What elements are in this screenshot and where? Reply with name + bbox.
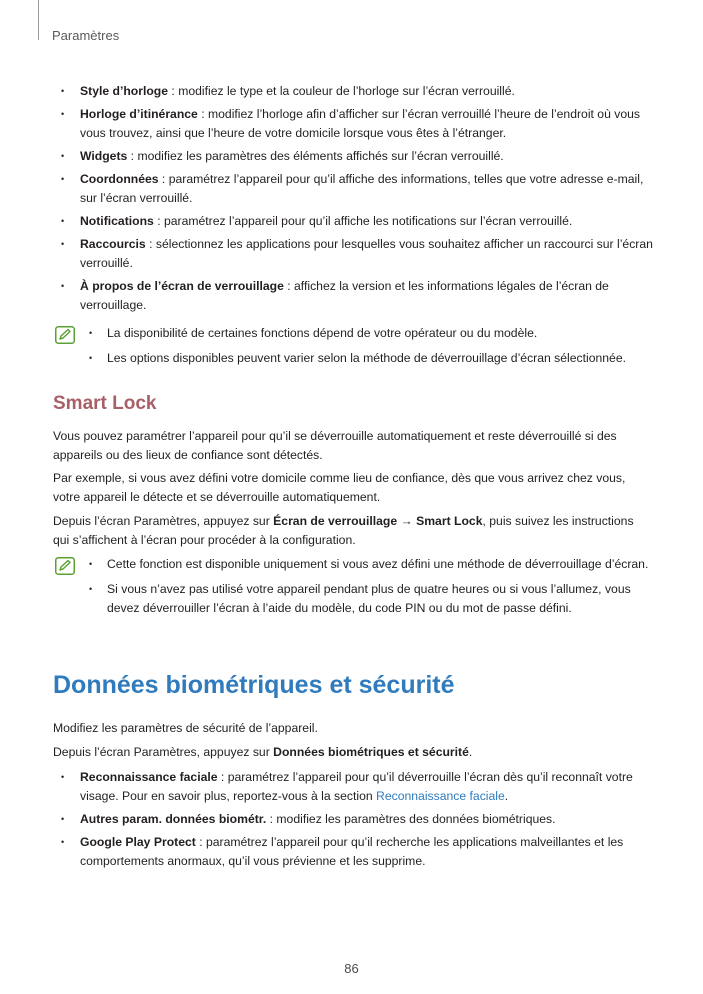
list-item [53,82,653,101]
running-header: Paramètres [52,28,120,43]
lock-settings-list [53,82,653,319]
smart-lock-paragraph-1: Vous pouvez paramétrer l’appareil pour qu’il se déverrouille automatiquement et reste déverrouillé si des appareils ou des lieux de confiance sont détectés. [53,429,617,462]
list-item [53,212,653,231]
p3-path-2: Smart Lock [416,514,483,528]
item-text: : sélectionnez les applications pour lesquelles vous souhaitez afficher un raccourci sur l’écran verrouillé. [80,237,653,270]
item-label: Raccourcis [80,237,146,251]
item-label: Horloge d’itinérance [80,107,198,121]
item-text: : affichez la version et les informations légales de l’écran de verrouillage. [80,279,609,312]
list-item [53,768,653,806]
item-label: Autres param. données biométr. [80,812,267,826]
face-recognition-link[interactable]: Reconnaissance faciale [376,789,505,803]
item-label: Notifications [80,214,154,228]
list-item [53,235,653,273]
p3-prefix: Depuis l’écran Paramètres, appuyez sur [53,514,274,528]
list-item [53,105,653,143]
note-pencil-icon [55,557,75,575]
page-number: 86 [344,961,359,976]
list-item [53,170,653,208]
note-box-1 [53,324,653,374]
biometrics-list [53,768,653,875]
item-text: : paramétrez l’appareil pour qu’il affiche les notifications sur l’écran verrouillé. [153,214,573,228]
item-label: Reconnaissance faciale [80,770,218,784]
item-label: Widgets [80,149,128,163]
smart-lock-paragraph-3 [53,512,653,550]
item-text: : paramétrez l’appareil pour qu’il affiche des informations, telles que votre adresse e-mail, sur l’écran verrouillé. [80,172,644,205]
smart-lock-paragraph-2: Par exemple, si vous avez défini votre domicile comme lieu de confiance, dès que vous arrivez chez vous, votre appareil le détecte et se déverrouille automatiquement. [53,471,626,504]
note-item: • La disponibilité de certaines fonctions dépend de votre opérateur ou du modèle. [107,324,653,343]
p2-prefix: Depuis l’écran Paramètres, appuyez sur [53,745,274,759]
item-text: : modifiez l’horloge afin d’afficher sur l’écran verrouillé l’heure de l’endroit où vous vous trouvez, ainsi que l’heure de votre domicile lorsque vous êtes à l’étranger. [80,107,640,140]
item-label: Google Play Protect [80,835,196,849]
section-heading-smart-lock: Smart Lock [53,393,157,414]
header-rule [38,0,39,40]
list-item [53,833,653,871]
item-text: : modifiez les paramètres des données biométriques. [266,812,556,826]
note-pencil-icon [55,326,75,344]
note-box-2 [53,555,653,624]
list-item [53,277,653,315]
note-item: • Les options disponibles peuvent varier selon la méthode de déverrouillage d’écran sélectionnée. [107,349,653,368]
item-text: : paramétrez l’appareil pour qu’il déverrouille l’écran dès qu’il reconnaît votre visage. Pour en savoir plus, reportez-vous à la section [80,770,633,803]
p3-arrow: → [397,514,417,528]
p3-path-1: Écran de verrouillage [273,514,398,528]
note-item: • Si vous n’avez pas utilisé votre appareil pendant plus de quatre heures ou si vous l’allumez, vous devez déverrouiller l’écran à l’aide du modèle, du code PIN ou du mot de passe défini. [107,580,653,618]
item-text: : modifiez les paramètres des éléments affichés sur l’écran verrouillé. [127,149,504,163]
list-item [53,810,653,829]
p2-suffix: . [468,745,473,759]
note-list-2 [53,555,653,618]
chapter-heading-biometrics: Données biométriques et sécurité [53,671,455,699]
item-end: . [504,789,509,803]
list-item [53,147,653,166]
item-text: : modifiez le type et la couleur de l’horloge sur l’écran verrouillé. [168,84,515,98]
p2-bold: Données biométriques et sécurité [273,745,469,759]
note-list-1 [53,324,653,368]
note-item: • Cette fonction est disponible uniquement si vous avez défini une méthode de déverrouillage d’écran. [107,555,653,574]
item-label: Coordonnées [80,172,159,186]
biometrics-paragraph-1: Modifiez les paramètres de sécurité de l’appareil. [53,721,318,735]
item-label: Style d’horloge [80,84,169,98]
item-text: : paramétrez l’appareil pour qu’il recherche les applications malveillantes et les comportements anormaux, qu’il vous prévienne et les supprime. [80,835,624,868]
item-label: À propos de l’écran de verrouillage [80,279,284,293]
p3-suffix: , puis suivez les instructions qui s’affichent à l’écran pour procéder à la configuration. [53,514,634,547]
biometrics-paragraph-2 [53,743,653,762]
